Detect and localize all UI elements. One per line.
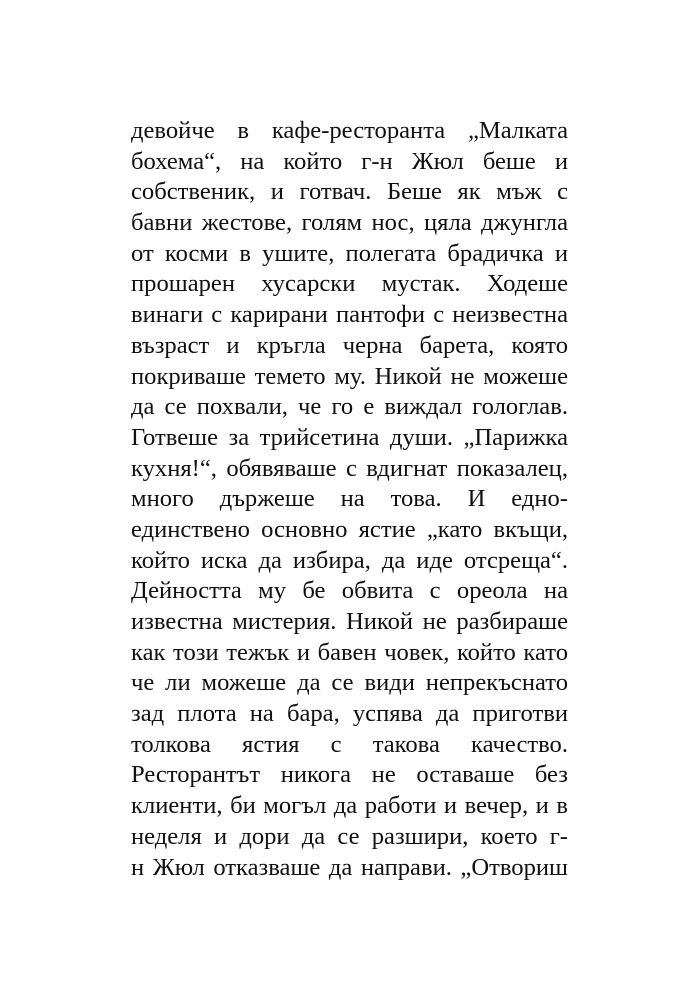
text-line: който иска да избира, да иде отсреща“. xyxy=(131,546,568,574)
text-line: бохема“, на който г-н Жюл беше и xyxy=(131,147,568,175)
text-line: н Жюл отказваше да направи. „Отвориш xyxy=(131,853,568,881)
text-line: единствено основно ястие „като вкъщи, xyxy=(131,515,568,543)
text-line: собственик, и готвач. Беше як мъж с xyxy=(131,178,568,206)
text-line: Ресторантът никога не оставаше без xyxy=(131,761,568,789)
text-line: бавни жестове, голям нос, цяла джунгла xyxy=(131,209,568,237)
text-line: толкова ястия с такова качество. xyxy=(131,730,568,758)
text-line: че ли можеше да се види непрекъснато xyxy=(131,669,568,697)
text-line: девойче в кафе-ресторанта „Малката xyxy=(131,117,568,144)
text-line: прошарен хусарски мустак. Ходеше xyxy=(131,270,568,298)
text-line: как този тежък и бавен човек, който като xyxy=(131,638,568,666)
text-line: винаги с карирани пантофи с неизвестна xyxy=(131,301,568,329)
text-line: зад плота на бара, успява да приготви xyxy=(131,700,568,728)
text-line: Готвеше за трийсетина души. „Парижка xyxy=(131,423,568,451)
text-line: много държеше на това. И едно- xyxy=(131,485,568,513)
text-line: от косми в ушите, полегата брадичка и xyxy=(131,239,568,267)
text-line: известна мистерия. Никой не разбираше xyxy=(131,608,568,635)
text-line: кухня!“, обявяваше с вдигнат показалец, xyxy=(131,454,568,482)
text-line: да се похвали, че го е виждал гологлав. xyxy=(131,393,568,421)
text-line: неделя и дори да се разшири, което г- xyxy=(131,822,568,850)
text-line: възраст и кръгла черна барета, която xyxy=(131,331,568,359)
text-line: покриваше темето му. Никой не можеше xyxy=(131,362,568,390)
body-text xyxy=(131,116,568,883)
text-line: клиенти, би могъл да работи и вечер, и в xyxy=(131,792,568,820)
text-line: Дейността му бе обвита с ореола на xyxy=(131,577,568,605)
